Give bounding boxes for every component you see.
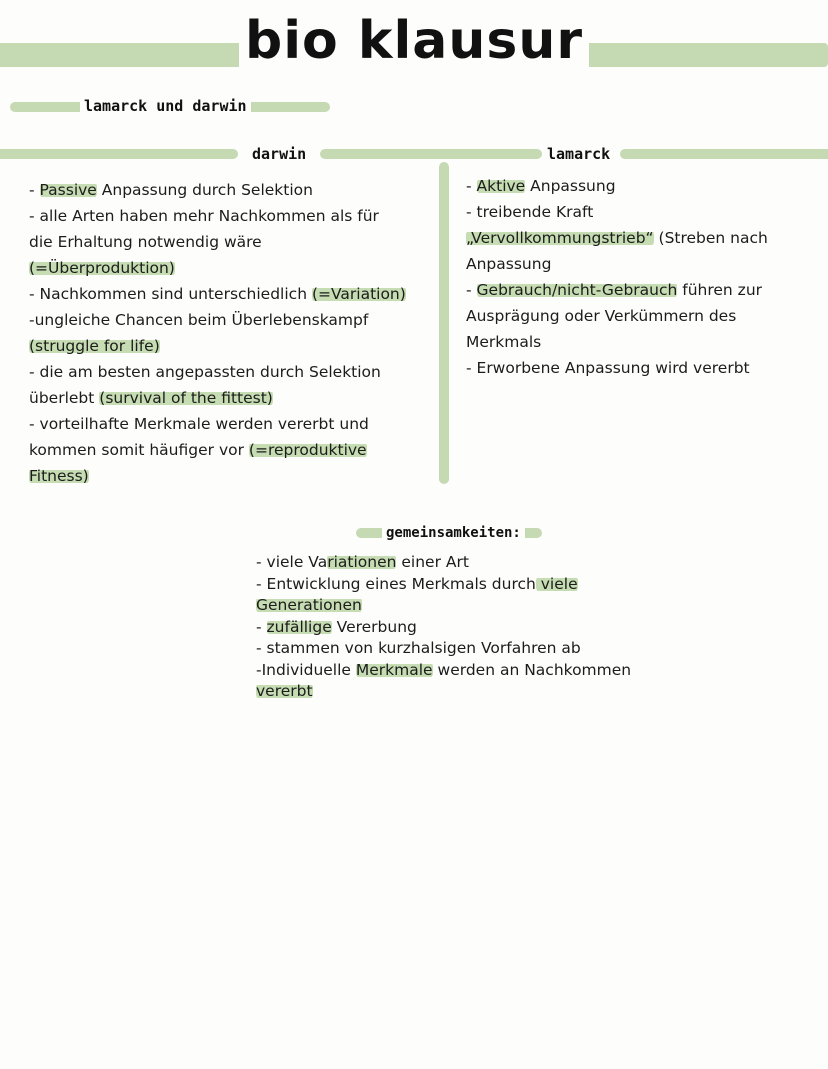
darwin-heading: darwin (248, 144, 310, 164)
note-text: (Streben nach (653, 229, 768, 247)
note-text: Vererbung (331, 617, 417, 636)
note-line (256, 595, 676, 617)
note-text: Anpassung (466, 255, 552, 273)
section-bar-right (240, 102, 330, 112)
note-text: - (256, 617, 267, 636)
note-text: Ausprägung oder Verkümmern des (466, 307, 737, 325)
note-text: Anpassung durch Selektion (96, 181, 313, 199)
column-divider (439, 162, 449, 484)
note-line (466, 251, 816, 277)
highlighted-text: (=Variation) (311, 285, 406, 303)
common-heading: gemeinsamkeiten: (382, 523, 525, 543)
note-text: kommen somit häufiger vor (29, 441, 249, 459)
note-line (29, 359, 429, 385)
lamarck-bar-right (620, 149, 828, 159)
note-line (29, 411, 429, 437)
note-line (256, 638, 676, 660)
note-text: - die am besten angepassten durch Selektion (29, 363, 381, 381)
lamarck-notes (466, 173, 816, 381)
highlighted-text: Passive (39, 181, 97, 199)
darwin-bar-left (0, 149, 238, 159)
note-line (29, 229, 429, 255)
common-notes (256, 552, 676, 703)
note-text: - (466, 281, 477, 299)
note-line (256, 617, 676, 639)
note-line (29, 177, 429, 203)
note-text: - Nachkommen sind unterschiedlich (29, 285, 312, 303)
note-line (29, 307, 429, 333)
note-text: führen zur (677, 281, 763, 299)
highlighted-text: Merkmale (355, 660, 433, 679)
note-line (29, 333, 429, 359)
section-label: lamarck und darwin (80, 96, 251, 116)
highlighted-text: riationen (327, 553, 397, 571)
note-line (29, 255, 429, 281)
note-line (29, 203, 429, 229)
note-line (29, 437, 429, 463)
note-text: -Individuelle (256, 660, 356, 679)
note-text: Anpassung (525, 177, 616, 195)
note-text: - vorteilhafte Merkmale werden vererbt und (29, 415, 369, 433)
note-text: - Erworbene Anpassung wird vererbt (466, 359, 750, 377)
darwin-bar-right (320, 149, 542, 159)
highlighted-text: Gebrauch/nicht-Gebrauch (476, 281, 678, 299)
note-line (466, 277, 816, 303)
note-text: - treibende Kraft (466, 203, 594, 221)
note-line (466, 225, 816, 251)
note-text: werden an Nachkommen (432, 660, 632, 679)
note-text: überlebt (29, 389, 100, 407)
note-text: - viele Va (256, 553, 328, 571)
lamarck-heading: lamarck (543, 144, 614, 164)
note-line (29, 463, 429, 489)
highlighted-text: „Vervollkommungstrieb“ (466, 229, 654, 247)
highlighted-text: Fitness) (29, 467, 89, 485)
highlighted-text: (=reproduktive (248, 441, 367, 459)
note-line (256, 660, 676, 682)
highlighted-text: vererbt (256, 682, 313, 700)
section-bar-left (10, 102, 88, 112)
highlighted-text: Generationen (256, 596, 362, 614)
note-line (29, 281, 429, 307)
darwin-notes (29, 177, 429, 489)
note-line (29, 385, 429, 411)
note-line (466, 355, 816, 381)
page-title: bio klausur (0, 6, 828, 76)
highlighted-text: Aktive (476, 177, 526, 195)
highlighted-text: zufällige (266, 617, 332, 636)
note-line (466, 199, 816, 225)
note-text: Merkmals (466, 333, 542, 351)
note-text: - (29, 181, 40, 199)
note-text: einer Art (396, 553, 469, 571)
note-line (256, 574, 676, 596)
note-text: die Erhaltung notwendig wäre (29, 233, 262, 251)
note-text: - (466, 177, 477, 195)
note-line (466, 329, 816, 355)
note-text: - alle Arten haben mehr Nachkommen als für (29, 207, 379, 225)
highlighted-text: (=Überproduktion) (29, 259, 175, 277)
note-text: - Entwicklung eines Merkmals durch (256, 574, 536, 593)
highlighted-text: viele (535, 574, 578, 593)
note-line (466, 303, 816, 329)
note-line (256, 552, 676, 574)
highlighted-text: (struggle for life) (29, 337, 160, 355)
note-line (256, 681, 676, 703)
note-line (466, 173, 816, 199)
highlighted-text: (survival of the fittest) (99, 389, 273, 407)
note-text: - stammen von kurzhalsigen Vorfahren ab (256, 639, 581, 657)
note-text: -ungleiche Chancen beim Überlebenskampf (29, 311, 369, 329)
